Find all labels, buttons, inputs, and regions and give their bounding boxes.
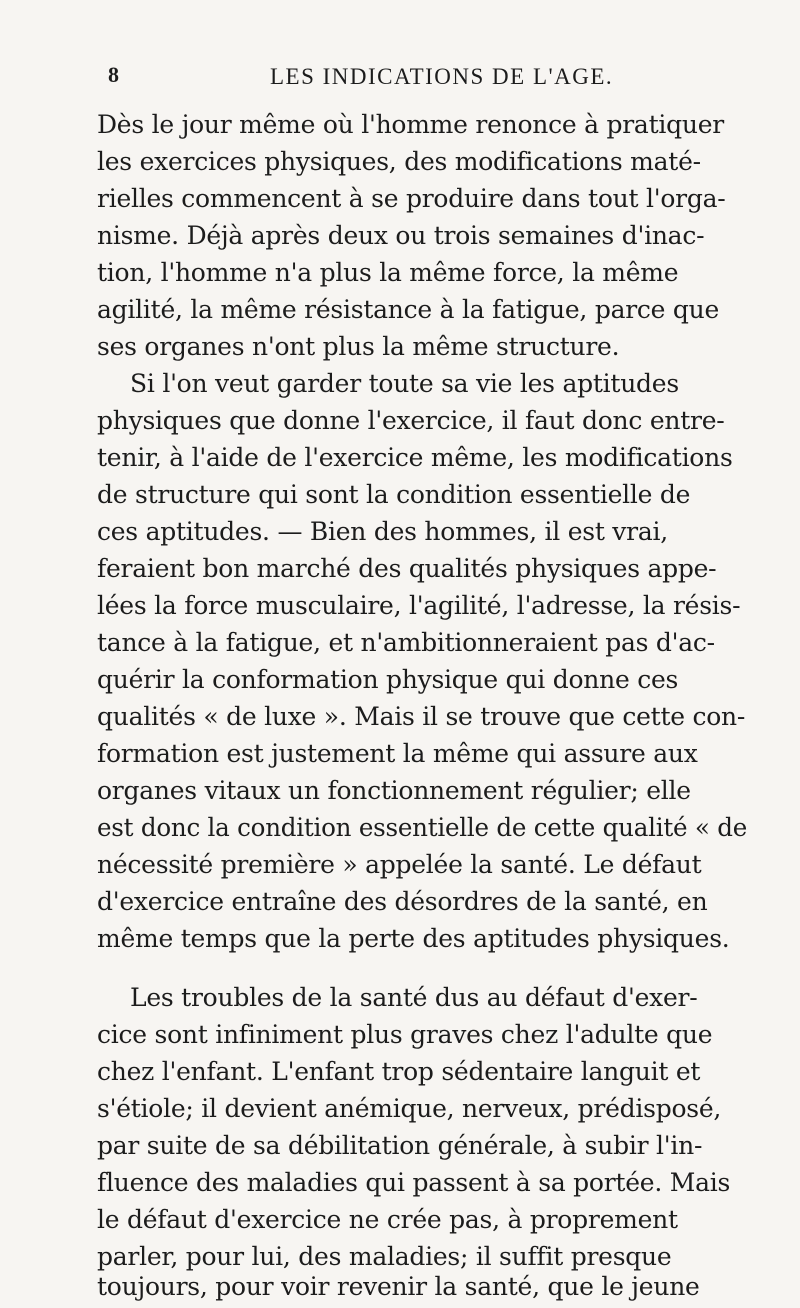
text-line: fluence des maladies qui passent à sa portée. Mais	[97, 1168, 731, 1197]
text-line: rielles commencent à se produire dans tout l'orga-	[97, 184, 726, 213]
text-line: les exercices physiques, des modifications maté-	[97, 147, 701, 176]
text-line: cice sont infiniment plus graves chez l'adulte que	[97, 1020, 713, 1049]
text-line: même temps que la perte des aptitudes physiques.	[97, 924, 730, 953]
running-title: LES INDICATIONS DE L'AGE.	[270, 64, 614, 89]
text-line: ces aptitudes. — Bien des hommes, il est vrai,	[97, 517, 668, 546]
page-number: 8	[108, 62, 119, 87]
text-line: organes vitaux un fonctionnement régulier; elle	[97, 776, 691, 805]
text-line: Les troubles de la santé dus au défaut d'exer-	[130, 983, 698, 1012]
text-line: Dès le jour même où l'homme renonce à pratiquer	[97, 110, 724, 139]
text-line: tion, l'homme n'a plus la même force, la même	[97, 258, 679, 287]
text-line: nécessité première » appelée la santé. Le défaut	[97, 850, 702, 879]
text-line: ses organes n'ont plus la même structure.	[97, 332, 620, 361]
text-line: d'exercice entraîne des désordres de la santé, en	[97, 887, 708, 916]
text-line: qualités « de luxe ». Mais il se trouve que cette con-	[97, 702, 746, 731]
text-line: s'étiole; il devient anémique, nerveux, prédisposé,	[97, 1094, 722, 1123]
text-line: parler, pour lui, des maladies; il suffit presque	[97, 1242, 672, 1271]
text-line: est donc la condition essentielle de cette qualité « de	[97, 813, 748, 842]
text-line: physiques que donne l'exercice, il faut donc entre-	[97, 406, 725, 435]
text-line: nisme. Déjà après deux ou trois semaines d'inac-	[97, 221, 705, 250]
text-line: chez l'enfant. L'enfant trop sédentaire languit et	[97, 1057, 701, 1086]
text-line: par suite de sa débilitation générale, à subir l'in-	[97, 1131, 703, 1160]
text-line: formation est justement la même qui assure aux	[97, 739, 698, 768]
text-line: le défaut d'exercice ne crée pas, à proprement	[97, 1205, 678, 1234]
text-line: Si l'on veut garder toute sa vie les aptitudes	[130, 369, 679, 398]
text-line: agilité, la même résistance à la fatigue, parce que	[97, 295, 720, 324]
text-line: tance à la fatigue, et n'ambitionneraient pas d'ac-	[97, 628, 715, 657]
text-line: de structure qui sont la condition essentielle de	[97, 480, 691, 509]
text-line: tenir, à l'aide de l'exercice même, les modifications	[97, 443, 733, 472]
text-line: toujours, pour voir revenir la santé, que le jeune	[97, 1272, 700, 1301]
text-line: quérir la conformation physique qui donne ces	[97, 665, 679, 694]
text-line: lées la force musculaire, l'agilité, l'adresse, la résis-	[97, 591, 741, 620]
text-line: feraient bon marché des qualités physiques appe-	[97, 554, 717, 583]
